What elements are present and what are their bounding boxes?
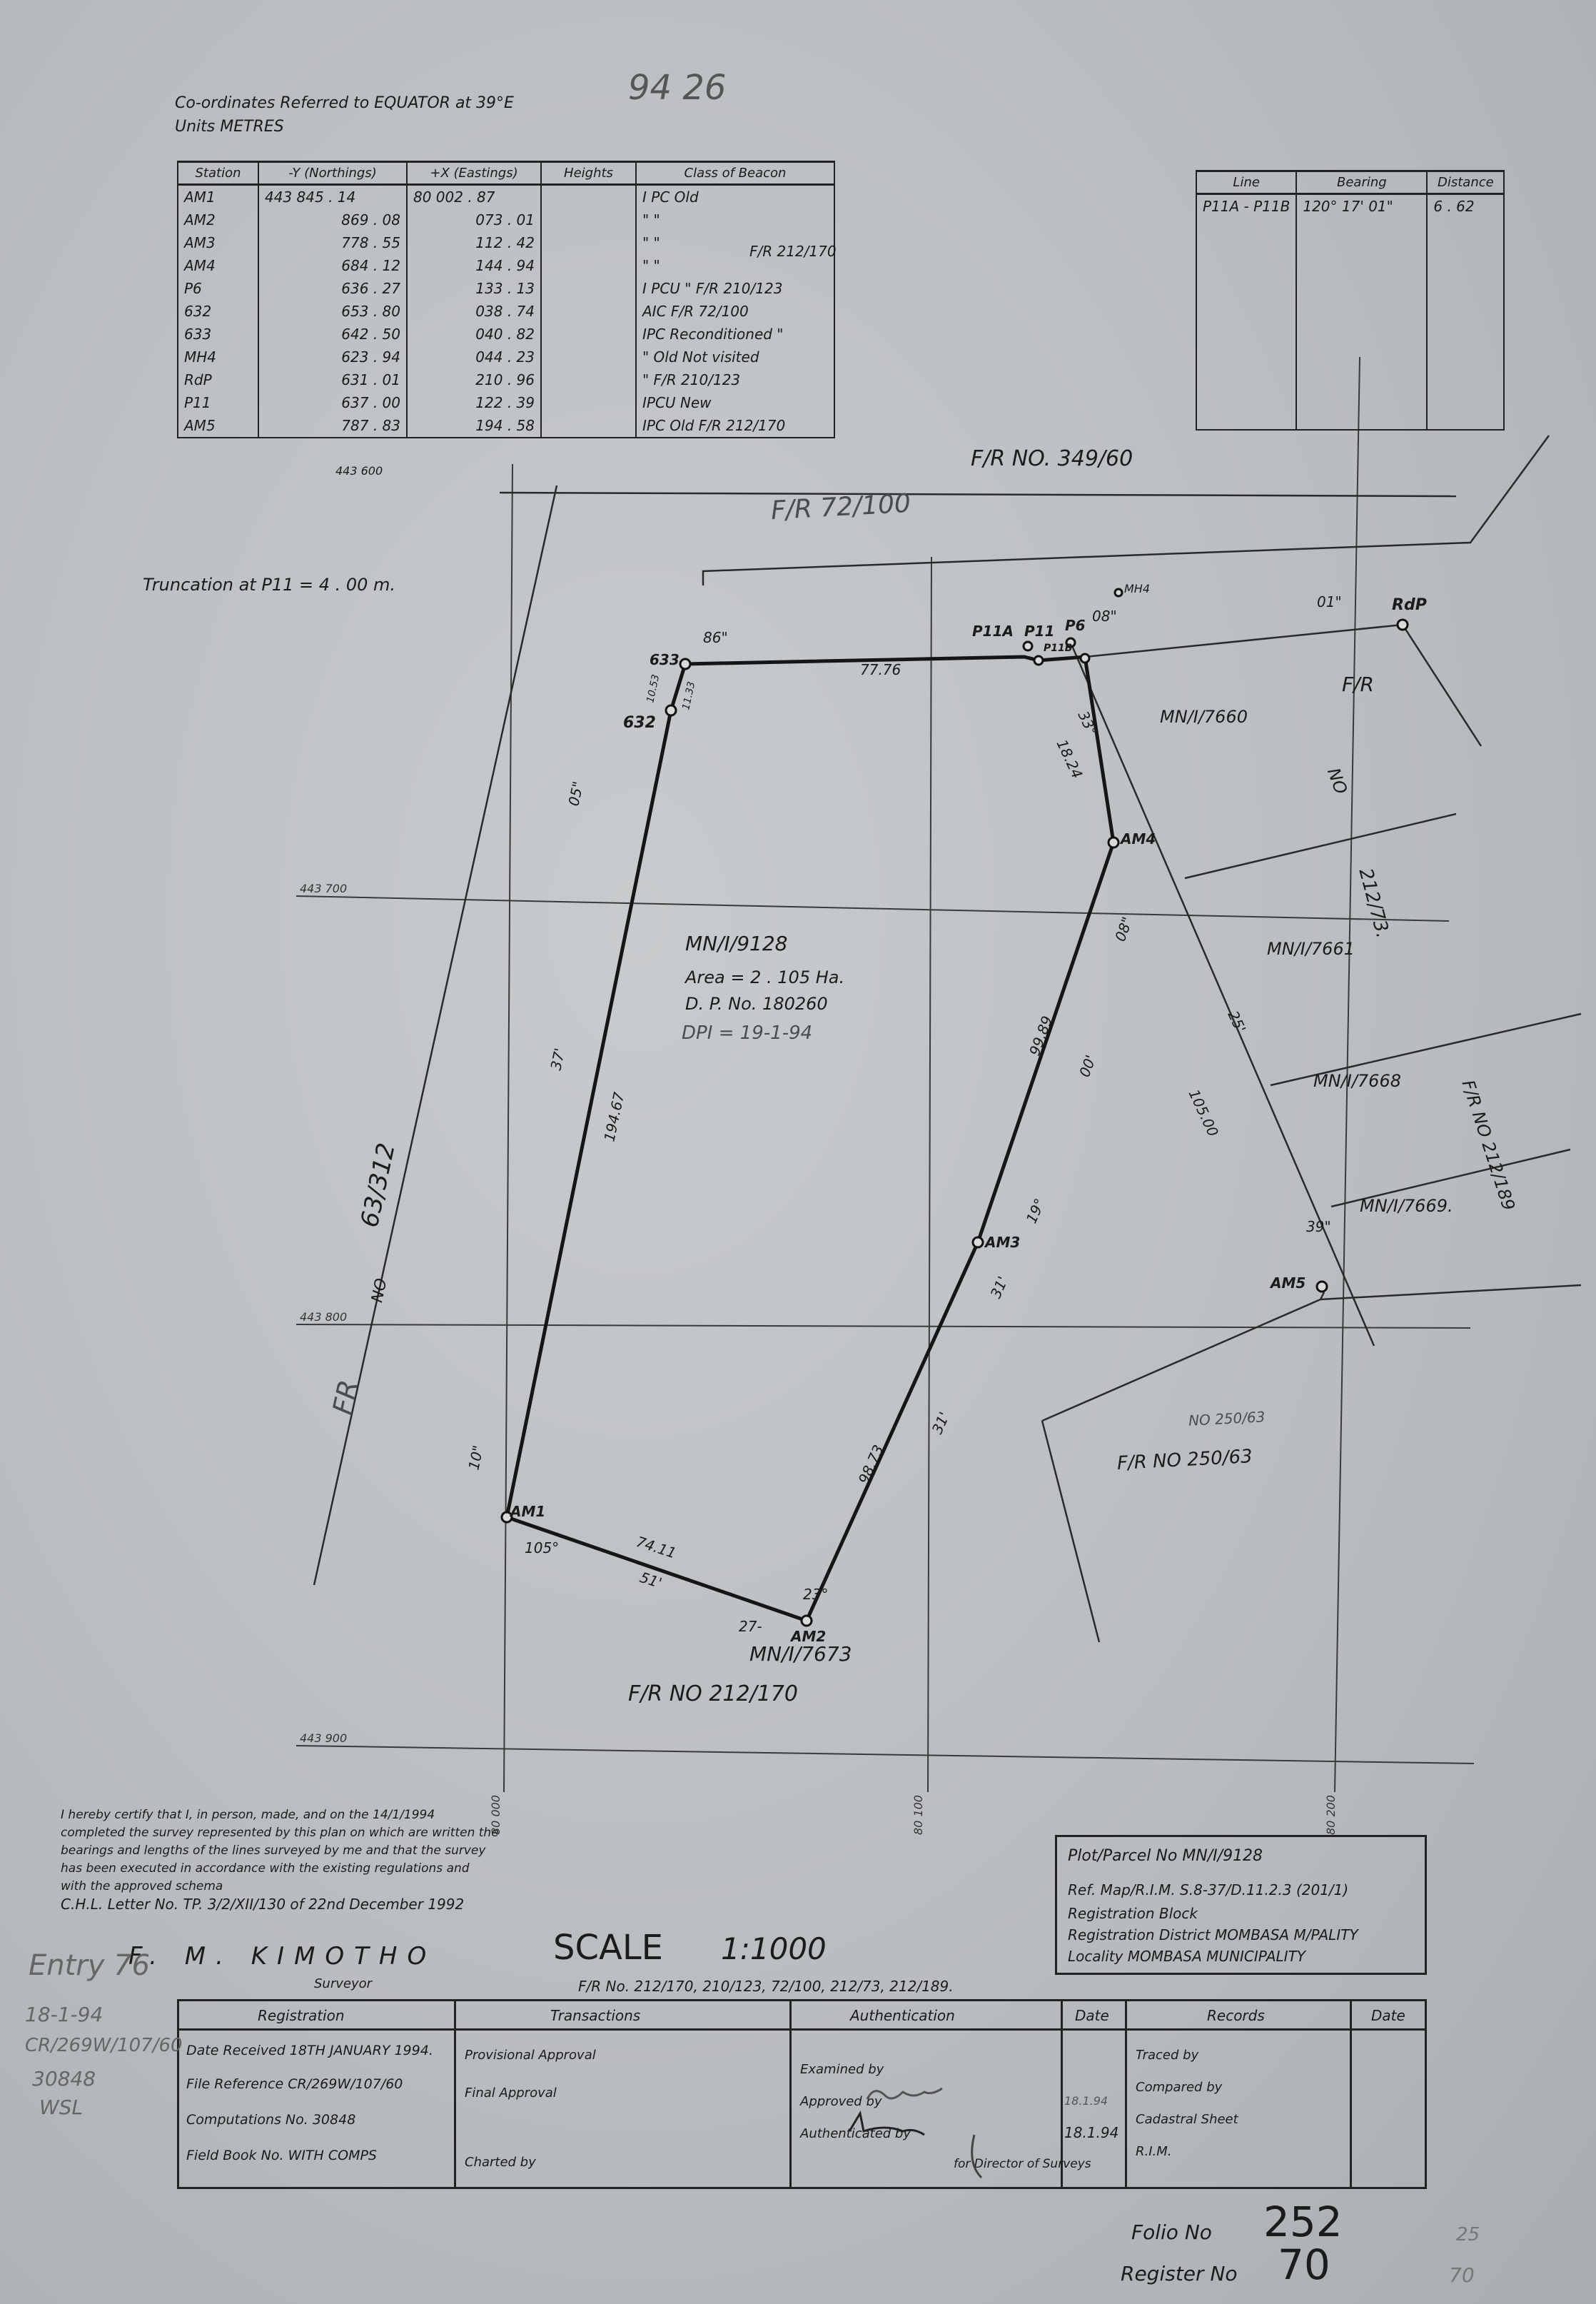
cell: AIC F/R 72/100 [636, 300, 834, 323]
cell: AM5 [178, 414, 258, 438]
cell [541, 300, 636, 323]
label-fr-212-170: F/R NO 212/170 [628, 1681, 798, 1706]
col-transactions: Transactions [550, 2007, 641, 2024]
station-am3 [973, 1237, 983, 1247]
cert-line-3: bearings and lengths of the lines surveyed by me and that the survey [61, 1843, 486, 1858]
dim-05: 05" [565, 780, 587, 808]
dim-08-a: 08" [1111, 914, 1136, 944]
registration-table [177, 1999, 1427, 2189]
dim-18-24: 18.24 [1053, 736, 1086, 782]
station-mh4 [1115, 589, 1122, 596]
cell: 112 . 42 [407, 231, 541, 254]
label-fr-left: FR [326, 1377, 365, 1418]
label-fr-212-73: 212/73. [1354, 865, 1394, 941]
cell: RdP [178, 368, 258, 391]
trans-charted: Charted by [465, 2155, 536, 2170]
cell: I PCU " F/R 210/123 [636, 277, 834, 300]
margin-initials: WSL [39, 2096, 84, 2119]
boundary-250-63 [1042, 1285, 1581, 1421]
station-p11b [1034, 656, 1043, 665]
col-registration: Registration [258, 2007, 345, 2024]
plot-parcel-box [1055, 1835, 1427, 1975]
reg-field-book: Field Book No. WITH COMPS [186, 2148, 377, 2163]
cell: " F/R 210/123 [636, 368, 834, 391]
label-mn-7660: MN/I/7660 [1160, 707, 1248, 727]
boundary-7661 [1185, 814, 1456, 878]
label-no-1: NO [1323, 765, 1351, 798]
auth-authenticated: Authenticated by [800, 2126, 911, 2141]
dim-77-76: 77.76 [860, 661, 901, 678]
grid-label-80100: 80 100 [911, 1795, 925, 1835]
cell [541, 208, 636, 231]
dim-37: 37' [547, 1046, 569, 1072]
cell: MH4 [178, 346, 258, 368]
cell: P6 [178, 277, 258, 300]
dim-08-b: 08" [1092, 608, 1117, 625]
station-label-633: 633 [650, 651, 680, 668]
station-label-p11a: P11A [972, 623, 1014, 640]
col-date-2: Date [1371, 2007, 1405, 2024]
auth-approved: Approved by [800, 2094, 882, 2109]
rec-compared: Compared by [1136, 2080, 1223, 2095]
cell: 194 . 58 [407, 414, 541, 438]
reg-computations: Computations No. 30848 [186, 2112, 356, 2128]
cell: " " [636, 254, 834, 277]
cell [541, 346, 636, 368]
cell: 642 . 50 [258, 323, 407, 346]
folio-label: Folio No [1131, 2220, 1212, 2244]
cell: AM4 [178, 254, 258, 277]
cell: 144 . 94 [407, 254, 541, 277]
dim-105-00: 105.00 [1185, 1086, 1222, 1140]
dim-33: 33° [1074, 708, 1101, 739]
station-632 [666, 705, 676, 715]
cell: 122 . 39 [407, 391, 541, 414]
cell: 120° 17' 01" [1296, 194, 1427, 430]
under-row-label: 443 600 [335, 464, 383, 478]
col-station: Station [178, 162, 258, 185]
cell: 038 . 74 [407, 300, 541, 323]
boundary-rdp [1403, 625, 1481, 746]
col-distance: Distance [1427, 171, 1504, 194]
dim-74-11: 74.11 [634, 1532, 679, 1562]
cell [541, 277, 636, 300]
label-fr-349-60: F/R NO. 349/60 [971, 446, 1133, 471]
table-row [178, 185, 834, 209]
plot-number: Plot/Parcel No MN/I/9128 [1068, 1847, 1263, 1865]
folio-value: 252 [1263, 2198, 1343, 2246]
col-bearing: Bearing [1296, 171, 1427, 194]
cell: 040 . 82 [407, 323, 541, 346]
cell: " " [636, 231, 834, 254]
grid-label-80200: 80 200 [1324, 1795, 1338, 1835]
label-mn-7673: MN/I/7673 [749, 1642, 852, 1666]
dim-00: 00' [1076, 1052, 1100, 1080]
dim-10-53: 10.53 [645, 673, 662, 704]
station-label-am2: AM2 [791, 1628, 827, 1645]
plot-reg-block: Registration Block [1068, 1905, 1198, 1922]
cert-line-4: has been executed in accordance with the existing regulations and [61, 1861, 470, 1876]
dim-98-73: 98.73 [854, 1442, 887, 1487]
cell: 623 . 94 [258, 346, 407, 368]
grid-line-443900 [296, 1746, 1474, 1764]
grid-label-443700: 443 700 [300, 882, 348, 895]
scale-value: 1:1000 [721, 1931, 827, 1966]
cell: 684 . 12 [258, 254, 407, 277]
cell: 633 [178, 323, 258, 346]
dim-86: 86" [703, 629, 728, 646]
rec-traced: Traced by [1136, 2048, 1199, 2063]
table-row [178, 414, 834, 438]
col-records: Records [1207, 2007, 1265, 2024]
cell: " Old Not visited [636, 346, 834, 368]
trans-provisional: Provisional Approval [465, 2048, 596, 2063]
table-row [1196, 194, 1504, 430]
dim-99-89: 99.89 [1026, 1013, 1056, 1058]
dim-10: 10" [465, 1444, 488, 1472]
boundary-fr-349 [500, 493, 1456, 496]
scale-fr-list: F/R No. 212/170, 210/123, 72/100, 212/73, 212/189. [578, 1978, 954, 1995]
cell [541, 414, 636, 438]
station-633 [680, 659, 690, 669]
cell: 636 . 27 [258, 277, 407, 300]
station-p11 [1024, 642, 1032, 650]
cell: 637 . 00 [258, 391, 407, 414]
station-am2 [802, 1616, 812, 1626]
label-mn-7661: MN/I/7661 [1267, 939, 1355, 959]
cell: P11A - P11B [1196, 194, 1296, 430]
grid-line-443800 [296, 1324, 1470, 1328]
cell [541, 231, 636, 254]
cell: AM2 [178, 208, 258, 231]
table-row [178, 323, 834, 346]
col-class-of-beacon: Class of Beacon [636, 162, 834, 185]
table-row [178, 300, 834, 323]
surveyor-role: Surveyor [314, 1976, 373, 1991]
cell: AM1 [178, 185, 258, 209]
dim-51: 51' [637, 1568, 665, 1592]
col-line: Line [1196, 171, 1296, 194]
folio-side-2: 70 [1449, 2263, 1475, 2287]
station-am4 [1108, 837, 1118, 847]
station-rdp [1398, 620, 1408, 630]
cell [541, 185, 636, 209]
coord-reference-note: Co-ordinates Referred to EQUATOR at 39°E [175, 94, 514, 112]
dim-11-33: 11.33 [680, 680, 698, 711]
col-authentication: Authentication [850, 2007, 955, 2024]
dim-23: 23° [803, 1586, 829, 1603]
register-label: Register No [1121, 2262, 1238, 2285]
cell: 80 002 . 87 [407, 185, 541, 209]
cert-line-6: C.H.L. Letter No. TP. 3/2/XII/130 of 22nd December 1992 [61, 1896, 465, 1913]
station-label-am4: AM4 [1121, 830, 1156, 847]
margin-entry: Entry 76 [29, 1949, 151, 1982]
trans-final: Final Approval [465, 2086, 557, 2101]
grid-line-80000 [504, 464, 512, 1792]
label-fr-vertical: F/R [1342, 673, 1374, 696]
dim-01: 01" [1317, 593, 1342, 610]
scale-title: SCALE [553, 1928, 663, 1968]
label-fr-250-63-pencil: NO 250/63 [1188, 1408, 1266, 1429]
rec-cadastral: Cadastral Sheet [1136, 2112, 1238, 2127]
auth-date-approved: 18.1.94 [1064, 2094, 1108, 2108]
cell: 133 . 13 [407, 277, 541, 300]
parcel-number: MN/I/9128 [685, 932, 788, 955]
cell [541, 254, 636, 277]
col-northings: -Y (Northings) [258, 162, 407, 185]
survey-certificate [61, 1806, 499, 1913]
cert-line-2: completed the survey represented by this plan on which are written the [61, 1826, 499, 1840]
bearing-table [1196, 170, 1505, 431]
dim-39: 39" [1306, 1218, 1331, 1235]
cell: P11 [178, 391, 258, 414]
table-row [178, 391, 834, 414]
label-fr-72-100: F/R 72/100 [770, 488, 911, 526]
bracket-note: F/R 212/170 [749, 243, 837, 260]
dim-105: 105° [525, 1539, 560, 1556]
coordinates-table [177, 161, 835, 438]
station-label-am1: AM1 [510, 1503, 546, 1520]
station-am5 [1317, 1282, 1327, 1292]
cell: 073 . 01 [407, 208, 541, 231]
table-row [178, 277, 834, 300]
cell: IPCU New [636, 391, 834, 414]
cell [541, 323, 636, 346]
truncation-note: Truncation at P11 = 4 . 00 m. [143, 575, 396, 595]
cell: 443 845 . 14 [258, 185, 407, 209]
folio-side-1: 25 [1456, 2224, 1480, 2245]
cell: I PC Old [636, 185, 834, 209]
cell [541, 368, 636, 391]
label-fr-no-left: NO [368, 1277, 391, 1304]
auth-date-authenticated: 18.1.94 [1064, 2124, 1119, 2141]
boundary-250-63-west [1042, 1421, 1099, 1642]
dim-31-a: 31' [928, 1409, 954, 1437]
col-eastings: +X (Eastings) [407, 162, 541, 185]
cert-line-1: I hereby certify that I, in person, made, and on the 14/1/1994 [61, 1808, 435, 1822]
grid-line-443700 [296, 896, 1449, 921]
dim-19: 19° [1022, 1195, 1049, 1227]
cell: 631 . 01 [258, 368, 407, 391]
dim-194-67: 194.67 [600, 1090, 628, 1144]
cell: 778 . 55 [258, 231, 407, 254]
folio-pencil-mark: 94 26 [628, 68, 727, 108]
surveyor-name: F. M. KIMOTHO [128, 1942, 437, 1971]
grid-label-443900: 443 900 [300, 1731, 348, 1745]
cell: 632 [178, 300, 258, 323]
cell: " " [636, 208, 834, 231]
table-row [178, 208, 834, 231]
register-value: 70 [1278, 2240, 1330, 2289]
plot-ref-map: Ref. Map/R.I.M. S.8-37/D.11.2.3 (201/1) [1068, 1881, 1349, 1898]
auth-examined: Examined by [800, 2062, 884, 2077]
boundary-road-east [1071, 643, 1374, 1346]
station-label-p6: P6 [1065, 617, 1086, 634]
cell: 787 . 83 [258, 414, 407, 438]
boundary-stub [1320, 1292, 1324, 1299]
dim-25: 25' [1224, 1007, 1250, 1036]
parcel-area: Area = 2 . 105 Ha. [685, 967, 845, 987]
margin-comp: 30848 [32, 2067, 96, 2091]
margin-date: 18-1-94 [25, 2003, 103, 2026]
plot-locality: Locality MOMBASA MUNICIPALITY [1068, 1948, 1306, 1965]
reg-date-received: Date Received 18TH JANUARY 1994. [186, 2043, 433, 2058]
margin-file: CR/269W/107/60 [25, 2035, 183, 2056]
rec-rim: R.I.M. [1136, 2144, 1172, 2159]
station-label-mh4: MH4 [1124, 582, 1151, 595]
grid-label-80000: 80 000 [489, 1795, 502, 1835]
plot-reg-district: Registration District MOMBASA M/PALITY [1068, 1926, 1358, 1943]
cell: AM3 [178, 231, 258, 254]
deed-plan-number: D. P. No. 180260 [685, 994, 828, 1014]
label-fr-212-189: F/R NO 212/189 [1458, 1077, 1519, 1213]
station-p6b [1081, 654, 1089, 663]
col-heights: Heights [541, 162, 636, 185]
station-label-632: 632 [623, 714, 656, 732]
station-label-am3: AM3 [985, 1234, 1021, 1251]
cell: IPC Reconditioned " [636, 323, 834, 346]
station-label-am5: AM5 [1271, 1274, 1306, 1292]
cell: IPC Old F/R 212/170 [636, 414, 834, 438]
cell: 6 . 62 [1427, 194, 1504, 430]
station-label-p11: P11 [1024, 623, 1055, 640]
station-label-p11b: P11B [1044, 643, 1073, 654]
label-fr-63-312: 63/312 [355, 1140, 401, 1230]
label-fr-250-63: F/R NO 250/63 [1116, 1446, 1253, 1474]
cell: 044 . 23 [407, 346, 541, 368]
auth-footer: for Director of Surveys [954, 2157, 1091, 2171]
grid-line-80100 [928, 557, 931, 1792]
dim-27: 27- [739, 1618, 762, 1635]
table-row [178, 346, 834, 368]
station-label-rdp: RdP [1392, 596, 1427, 614]
cell: 653 . 80 [258, 300, 407, 323]
table-row [178, 231, 834, 254]
table-row [178, 254, 834, 277]
parcel-boundary-9128 [507, 657, 1113, 1621]
grid-label-443800: 443 800 [300, 1310, 348, 1324]
cell: 869 . 08 [258, 208, 407, 231]
cell: 210 . 96 [407, 368, 541, 391]
label-mn-7668: MN/I/7668 [1313, 1071, 1401, 1091]
table-row [178, 368, 834, 391]
cert-line-5: with the approved schema [61, 1879, 223, 1893]
col-date: Date [1075, 2007, 1109, 2024]
deed-plan-pencil: DPI = 19-1-94 [682, 1022, 813, 1044]
units-note: Units METRES [175, 118, 284, 136]
cell [541, 391, 636, 414]
label-mn-7669: MN/I/7669. [1360, 1196, 1453, 1216]
dim-31-b: 31' [986, 1273, 1012, 1302]
reg-file-reference: File Reference CR/269W/107/60 [186, 2076, 403, 2092]
